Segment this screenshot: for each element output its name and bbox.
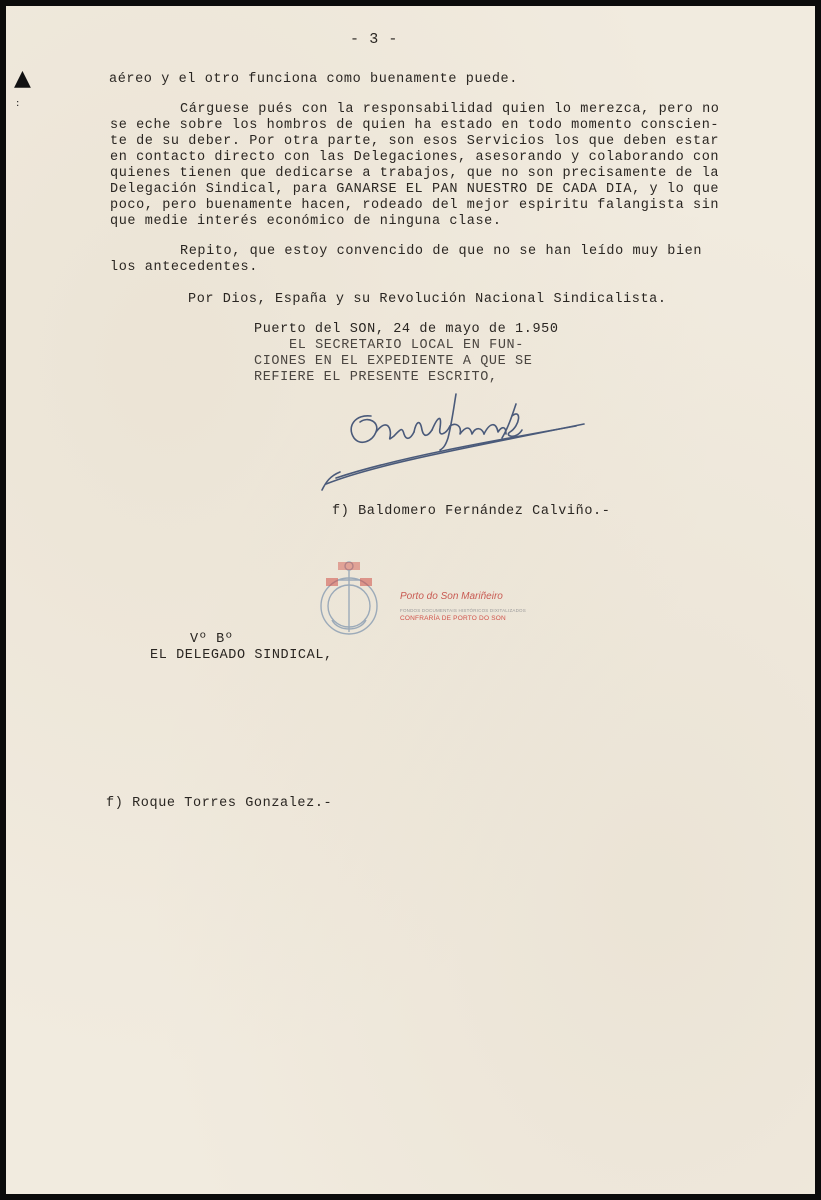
watermark-org: CONFRARÍA DE PORTO DO SON	[400, 615, 506, 622]
paragraph-line: Cárguese pués con la responsabilidad quien lo merezca, pero no	[180, 102, 720, 117]
paragraph-line: en contacto directo con las Delegaciones, asesorando y colaborando con	[110, 150, 720, 165]
watermark-brand: Porto do Son Mariñeiro	[400, 591, 503, 602]
paragraph-line: que medie interés económico de ninguna clase.	[110, 214, 502, 229]
paragraph-line: aéreo y el otro funciona como buenamente puede.	[109, 72, 518, 87]
paragraph-line: quienes tienen que dedicarse a trabajos, que no son precisamente de la	[110, 166, 720, 181]
binding-hole-mark-2: :	[16, 98, 20, 109]
approval-vb: Vº Bº	[190, 632, 234, 647]
paragraph-line: poco, pero buenamente hacen, rodeado del mejor espiritu falangista sin	[110, 198, 720, 213]
place-date: Puerto del SON, 24 de mayo de 1.950	[254, 322, 559, 337]
archive-watermark	[314, 554, 534, 649]
signatory-name: f) Baldomero Fernández Calviño.-	[332, 504, 611, 519]
watermark-subtitle: FONDOS DOCUMENTAIS HISTÓRICOS DIXITALIZADOS	[400, 608, 526, 613]
anchor-emblem-icon	[314, 554, 394, 649]
paragraph-line: te de su deber. Por otra parte, son esos Servicios los que deben estar	[110, 134, 720, 149]
role-line: EL SECRETARIO LOCAL EN FUN-	[289, 338, 524, 353]
document-page	[6, 6, 815, 1194]
paragraph-line: Repito, que estoy convencido de que no se han leído muy bien	[180, 244, 703, 259]
role-line: REFIERE EL PRESENTE ESCRITO,	[254, 370, 498, 385]
binding-hole-mark: ▲	[14, 66, 31, 91]
paragraph-line: Delegación Sindical, para GANARSE EL PAN NUESTRO DE CADA DIA, y lo que	[110, 182, 720, 197]
approval-role: EL DELEGADO SINDICAL,	[150, 648, 333, 663]
role-line: CIONES EN EL EXPEDIENTE A QUE SE	[254, 354, 533, 369]
closing-salutation: Por Dios, España y su Revolución Nacional Sindicalista.	[188, 292, 667, 307]
approval-signatory: f) Roque Torres Gonzalez.-	[106, 796, 333, 811]
page-number: - 3 -	[350, 31, 399, 48]
handwritten-signature	[316, 386, 596, 496]
paragraph-line: los antecedentes.	[110, 260, 258, 275]
paragraph-line: se eche sobre los hombros de quien ha estado en todo momento conscien-	[110, 118, 720, 133]
